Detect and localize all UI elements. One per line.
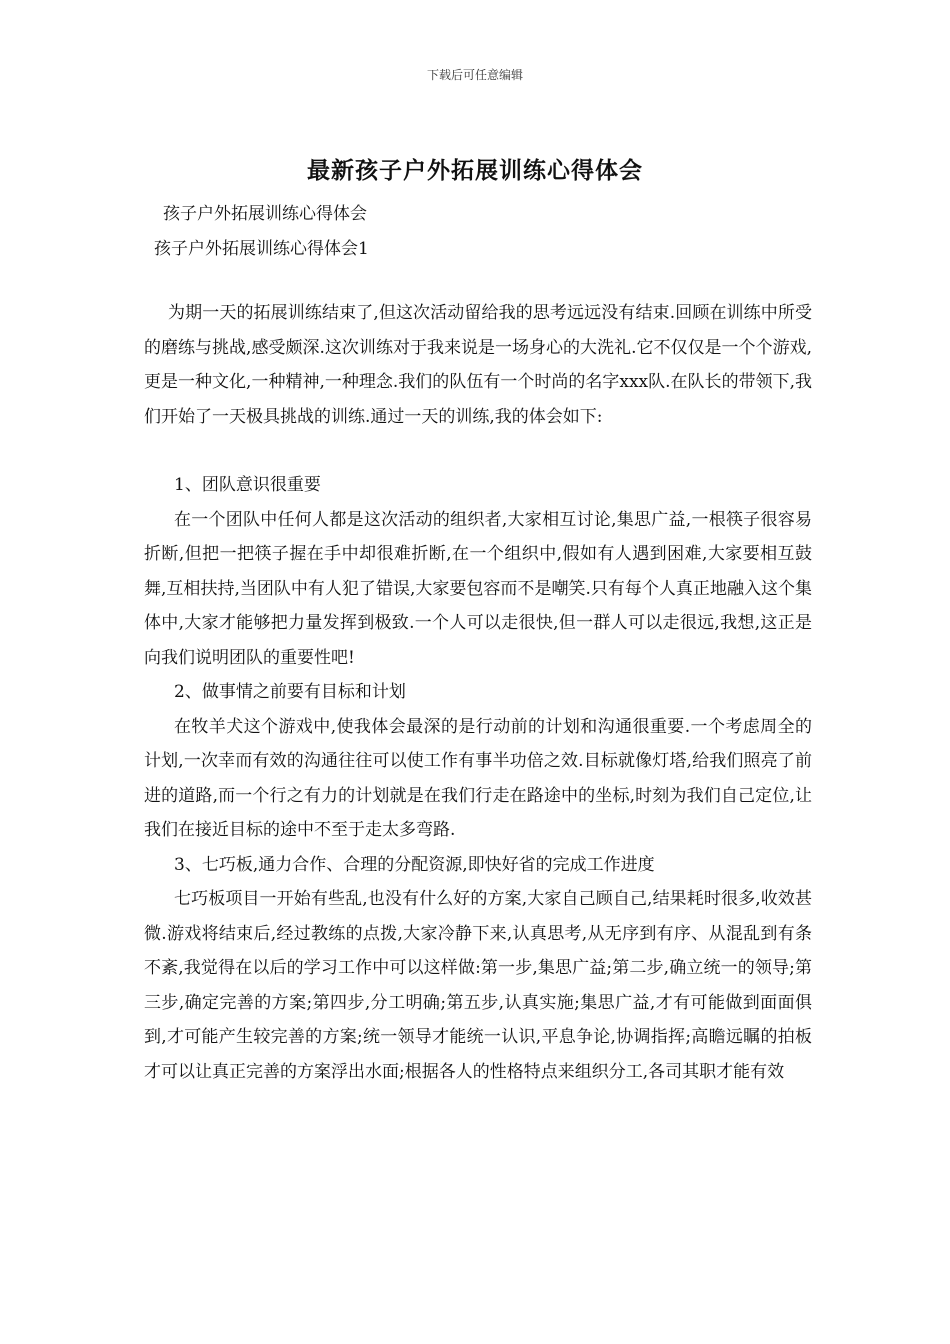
subtitle-1: 孩子户外拓展训练心得体会	[163, 204, 367, 224]
section-paragraph-1: 在一个团队中任何人都是这次活动的组织者,大家相互讨论,集思广益,一根筷子很容易折断,但把一把筷子握在手中却很难折断,在一个组织中,假如有人遇到困难,大家要相互鼓舞,互相扶持,当团队中有人犯了错误,大家要包容而不是嘲笑.只有每个人真正地融入这个集体中,大家才能够把力量发挥到极致.一个人可以走很快,但一群人可以走很远,我想,这正是向我们说明团队的重要性吧!	[144, 509, 812, 668]
intro-paragraph: 为期一天的拓展训练结束了,但这次活动留给我的思考远远没有结束.回顾在训练中所受的磨练与挑战,感受颇深.这次训练对于我来说是一场身心的大洗礼.它不仅仅是一个个游戏,更是一种文化,一种精神,一种理念.我们的队伍有一个时尚的名字xxx队.在队长的带领下,我们开始了一天极具挑战的训练.通过一天的训练,我的体会如下:	[144, 303, 812, 427]
section-paragraph-2: 在牧羊犬这个游戏中,使我体会最深的是行动前的计划和沟通很重要.一个考虑周全的计划,一次幸而有效的沟通往往可以使工作有事半功倍之效.目标就像灯塔,给我们照亮了前进的道路,而一个行之有力的计划就是在我们行走在路途中的坐标,时刻为我们自己定位,让我们在接近目标的途中不至于走太多弯路.	[144, 716, 812, 840]
document-body	[144, 296, 812, 1089]
header-note: 下载后可任意编辑	[426, 68, 523, 82]
section-heading-1: 1、团队意识很重要	[174, 475, 321, 495]
spacer	[144, 434, 812, 468]
subtitle-2: 孩子户外拓展训练心得体会1	[154, 239, 369, 259]
section-paragraph-3: 七巧板项目一开始有些乱,也没有什么好的方案,大家自己顾自己,结果耗时很多,收效甚微.游戏将结束后,经过教练的点拨,大家冷静下来,认真思考,从无序到有序、从混乱到有条不紊,我觉得在以后的学习工作中可以这样做:第一步,集思广益;第二步,确立统一的领导;第三步,确定完善的方案;第四步,分工明确;第五步,认真实施;集思广益,才有可能做到面面俱到,才可能产生较完善的方案;统一领导才能统一认识,平息争论,协调指挥;高瞻远瞩的拍板才可以让真正完善的方案浮出水面;根据各人的性格特点来组织分工,各司其职才能有效	[144, 889, 812, 1082]
section-heading-2: 2、做事情之前要有目标和计划	[174, 682, 406, 702]
section-heading-3: 3、七巧板,通力合作、合理的分配资源,即快好省的完成工作进度	[174, 854, 655, 875]
document-title: 最新孩子户外拓展训练心得体会	[307, 157, 643, 184]
